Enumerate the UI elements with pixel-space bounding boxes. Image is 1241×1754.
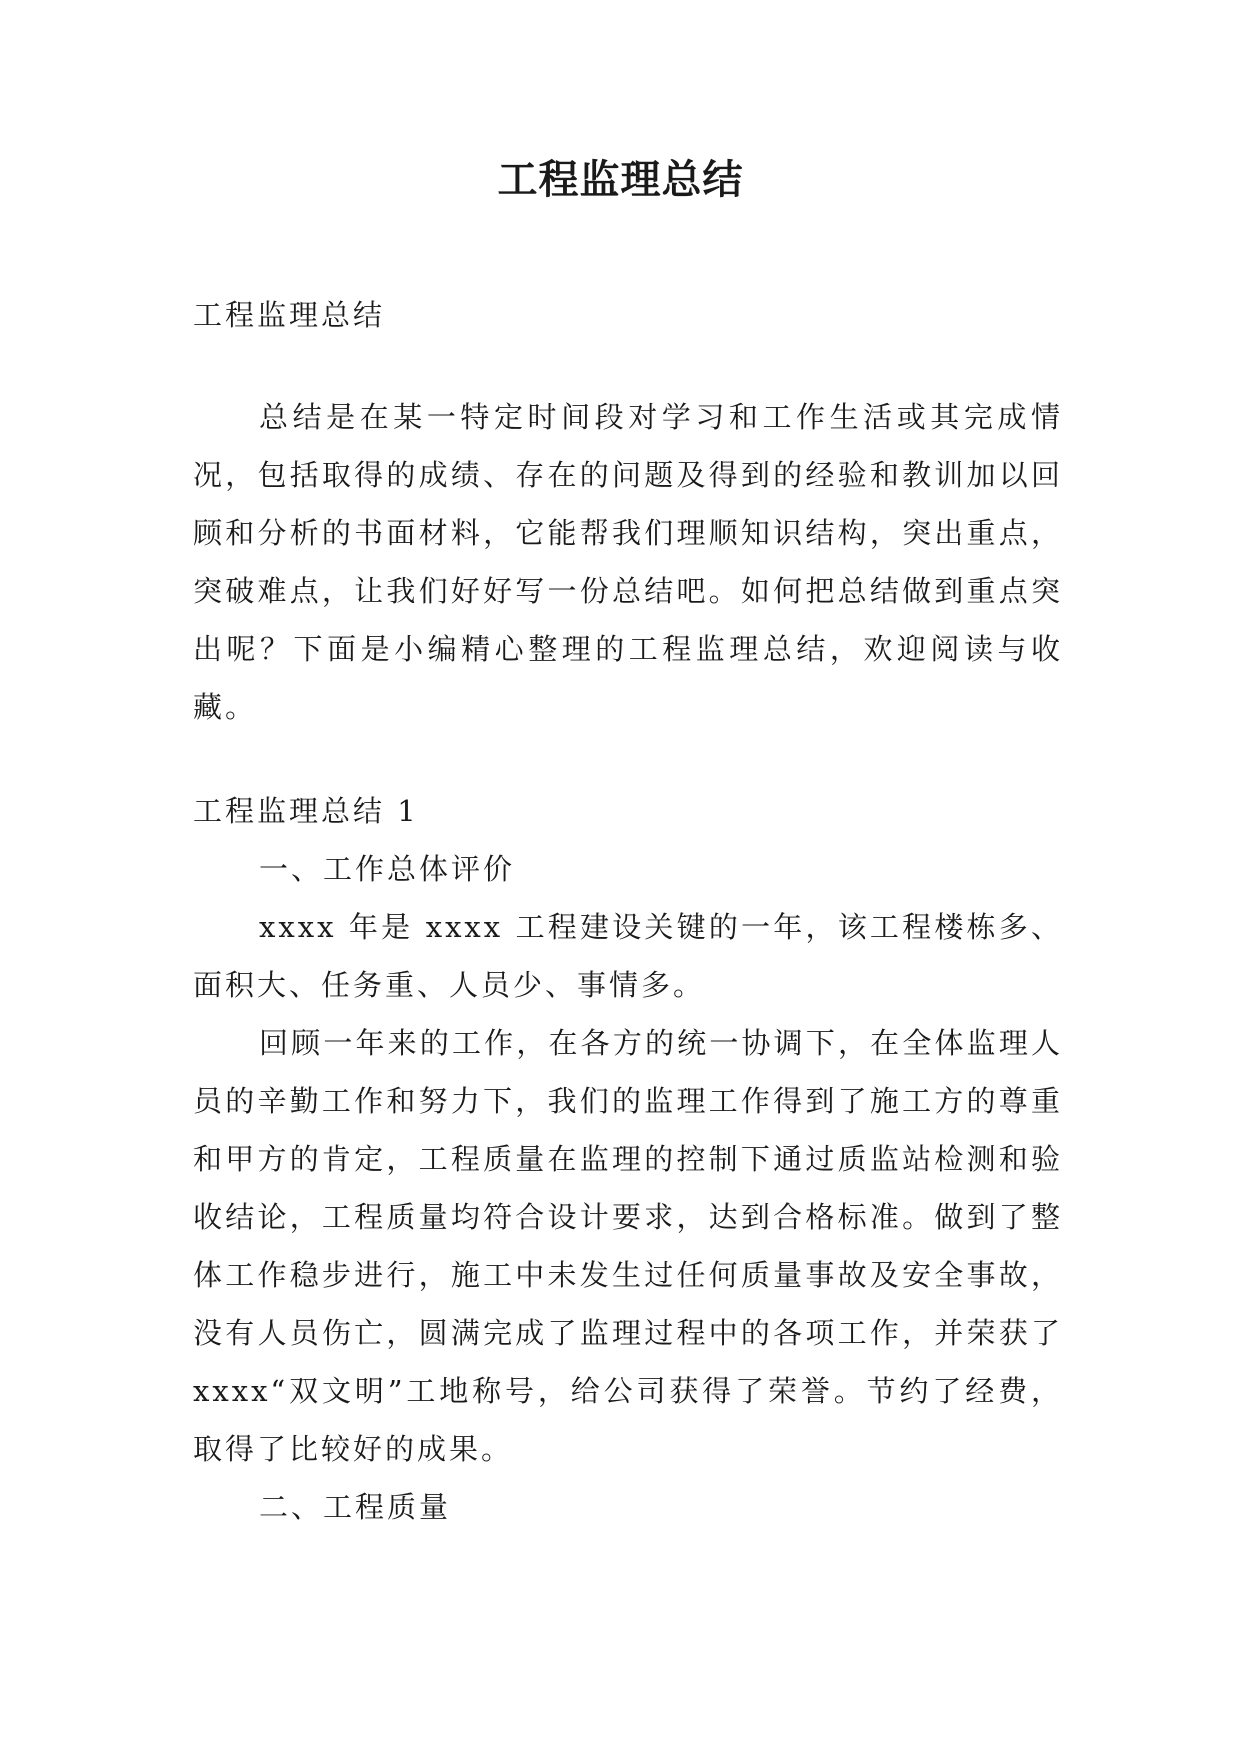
heading-overall-evaluation: 一、工作总体评价 [259,852,516,886]
paragraph-2: 回顾一年来的工作，在各方的统一协调下，在全体监理人员的辛勤工作和努力下，我们的监理工作得到了施工方的尊重和甲方的肯定，工程质量在监理的控制下通过质监站检测和验收结论，工程质量均符合设计要求，达到合格标准。做到了整体工作稳步进行，施工中未发生过任何质量事故及安全事故，没有人员伤亡，圆满完成了监理过程中的各项工作，并荣获了 xxxx“双文明”工地称号，给公司获得了荣誉。节约了经费，取得了比较好的成果。 [193,1026,1063,1466]
heading-engineering-quality: 二、工程质量 [259,1490,452,1524]
paragraph-1: xxxx 年是 xxxx 工程建设关键的一年，该工程楼栋多、面积大、任务重、人员少、事情多。 [193,910,1063,1002]
document-title: 工程监理总结 [497,156,744,203]
spacer [193,736,1063,782]
document-subtitle: 工程监理总结 [193,298,386,332]
document-body [193,286,1063,1536]
spacer [193,344,1063,388]
section-title: 工程监理总结 1 [193,794,419,828]
intro-paragraph: 总结是在某一特定时间段对学习和工作生活或其完成情况，包括取得的成绩、存在的问题及得到的经验和教训加以回顾和分析的书面材料，它能帮我们理顺知识结构，突出重点，突破难点，让我们好好写一份总结吧。如何把总结做到重点突出呢？下面是小编精心整理的工程监理总结，欢迎阅读与收藏。 [193,400,1063,724]
